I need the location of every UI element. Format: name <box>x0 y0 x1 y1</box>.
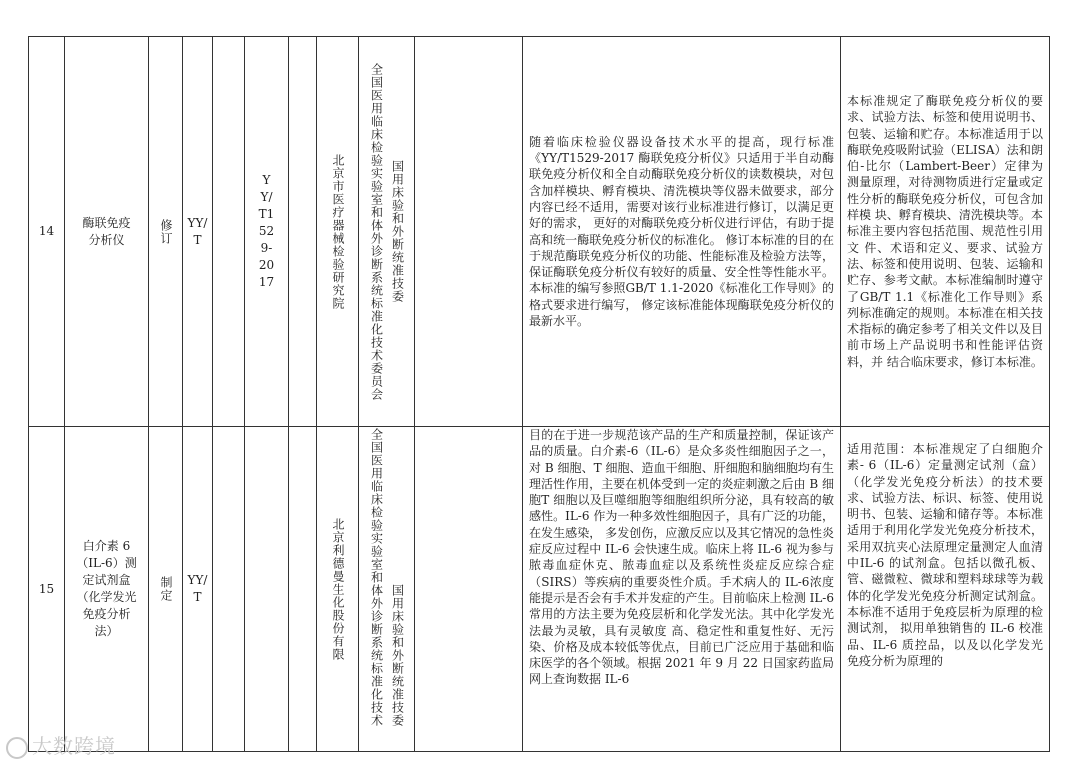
committee: 全国医用临床检验实验室和体外诊断系统标准化技术 国用床验和外断统准技委 <box>359 427 415 752</box>
empty-cell <box>289 427 317 752</box>
replaced-standard <box>245 427 289 752</box>
empty-cell <box>213 427 245 752</box>
committee: 全国医用临床检验实验室和体外诊断系统标准化技术委员会 国用床验和外断统准技委 <box>359 37 415 427</box>
standard-name: 白介素 6（IL-6）测定试剂盒（化学发光免疫分析 法） <box>65 427 149 752</box>
row-number: 14 <box>29 37 65 427</box>
standards-table <box>28 36 1050 752</box>
empty-cell <box>415 37 523 427</box>
empty-cell <box>213 37 245 427</box>
drafting-unit: 北京利德曼生化股份有限 <box>317 427 359 752</box>
table-row <box>29 427 1050 752</box>
empty-cell <box>289 37 317 427</box>
scope-text: 适用范围：本标准规定了白细胞介素- 6（IL-6）定量测定试剂（盒）（化学发光免疫分析法）的技术要求、试验方法、标识、标签、使用说明书、包装、运输和储存等。本标准适用于利用化学发光免疫分析技术，采用双抗夹心法原理定量测定人血清中IL-6 的试剂盒。包括以微孔板、管、磁微粒、微球和塑料球球等为载体的化学发光免疫分析测定试剂盒。本标准不适用于免疫层析为原理的检测试剂， 拟用单独销售的 IL-6 校准品、IL-6 质控品，以及以化学发光免疫分析为原理的 <box>841 427 1050 752</box>
watermark-logo-icon <box>6 737 28 759</box>
project-type: 修订 <box>149 37 183 427</box>
standard-name: 酶联免疫分析仪 <box>65 37 149 427</box>
drafting-unit: 北京市医疗器械检验研究院 <box>317 37 359 427</box>
purpose-text: 目的在于进一步规范该产品的生产和质量控制，保证该产品的质量。白介素-6（IL-6）是众多炎性细胞因子之一，对 B 细胞、T 细胞、造血干细胞、肝细胞和脑细胞均有生理活性作用，主要在机体受到一定的炎症刺激之后由 B 细胞T 细胞以及巨噬细胞等细胞组织所分泌，具有较高的敏感性。IL-6 作为一种多效性细胞因子，具有广泛的功能，在发生感染， 多发创伤，应激反应以及其它情况的急性炎症反应过程中 IL-6 会快速生成。临床上将 IL-6 视为参与脓毒血症休克、脓毒血症以及系统性炎症反应综合症（SIRS）等疾病的重要炎性介质。手术病人的 IL-6浓度能提示是否会有手术并发症的产生。目前临床上检测 IL-6 常用的方法主要为免疫层析和化学发光法。其中化学发光法最为灵敏，具有灵敏度 高、稳定性和重复性好、无污染、价格及成本较低等优点，目前已广泛应用于基础和临床医学的各个领域。根据 2021 年 9 月 22 日国家药监局网上查询数据 IL-6 <box>523 427 841 752</box>
purpose-text: 随着临床检验仪器设备技术水平的提高，现行标准《YY/T1529-2017 酶联免疫分析仪》只适用于半自动酶联免疫分析仪和全自动酶联免疫分析仪的读数模块，对包含加样模块、孵育模块、清洗模块等仪器未做要求，部分内容已经不适用，需要对该行业标准进行修订，以满足更好的需求， 更好的对酶联免疫分析仪进行评估，有助于提高和统一酶联免疫分析仪的标准化。 修订本标准的目的在于规范酶联免疫分析仪的功能、性能标准及检验方法等，保证酶联免疫分析仪有较好的质量、安全性等性能水平。本标准的编写参照GB/T 1.1-2020《标准化工作导则》的格式要求进行编写， 修定该标准能体现酶联免疫分析仪的最新水平。 <box>523 37 841 427</box>
scope-text: 本标准规定了酶联免疫分析仪的要 求、试验方法、标签和使用说明书、包装、运输和贮存。本标准适用于以酶联免疫吸附试验（ELISA）法和朗伯-比尔（Lambert-Beer）定律为测量原理，对待测物质进行定量或定性分析的酶联免疫分析仪，可包含加样模 块、孵育模块、清洗模块等。本标准主要内容包括范围、规范性引用文 件、术语和定义、要求、试验方法、标签和使用说明、包装、运输和贮存、参考文献。本标准编制时遵守了GB/T 1.1《标准化工作导则》系列标准确定的规则。本标准在相关技术指标的确定参考了相关文件以及目前市场上产品说明书和性能评估资料，并 结合临床要求，修订本标准。 <box>841 37 1050 427</box>
project-type: 制定 <box>149 427 183 752</box>
row-number: 15 <box>29 427 65 752</box>
replaced-standard: YY/T1529-2017 <box>245 37 289 427</box>
table-row <box>29 37 1050 427</box>
standard-level: YY/T <box>183 427 213 752</box>
standard-level: YY/T <box>183 37 213 427</box>
watermark: 大数跨境 <box>6 730 116 759</box>
empty-cell <box>415 427 523 752</box>
